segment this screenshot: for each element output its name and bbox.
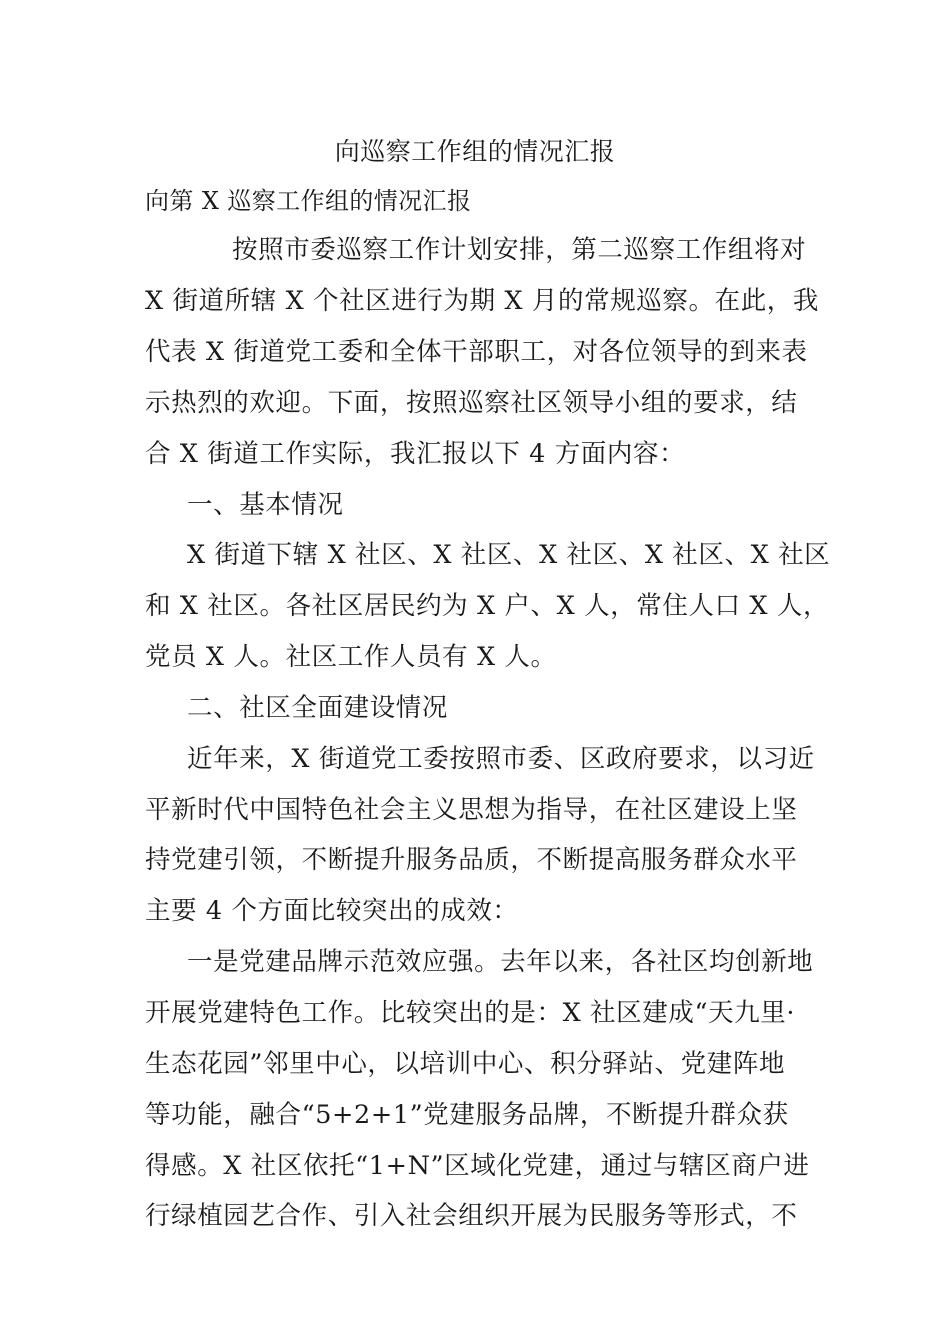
- section-heading-2: 二、社区全面建设情况: [187, 693, 449, 723]
- paragraph-line: 等功能，融合“5+2+1”党建服务品牌，不断提升群众获: [145, 1100, 789, 1130]
- paragraph-line: 和 X 社区。各社区居民约为 X 户、X 人，常住人口 X 人，: [145, 591, 830, 621]
- paragraph-line: 行绿植园艺合作、引入社会组织开展为民服务等形式，不: [145, 1201, 798, 1231]
- document-subtitle: 向第 X 巡察工作组的情况汇报: [145, 187, 472, 215]
- paragraph-line: 党员 X 人。社区工作人员有 X 人。: [145, 642, 557, 672]
- paragraph-line: 平新时代中国特色社会主义思想为指导，在社区建设上坚: [145, 795, 798, 825]
- section-heading-1: 一、基本情况: [187, 490, 344, 520]
- paragraph-line: 一是党建品牌示范效应强。去年以来，各社区均创新地: [187, 947, 814, 977]
- paragraph-line: X 街道下辖 X 社区、X 社区、X 社区、X 社区、X 社区: [187, 540, 831, 570]
- paragraph-line: 得感。X 社区依托“1+N”区域化党建，通过与辖区商户进: [145, 1151, 810, 1181]
- paragraph-line: 按照市委巡察工作计划安排，第二巡察工作组将对: [232, 235, 807, 265]
- paragraph-line: X 街道所辖 X 个社区进行为期 X 月的常规巡察。在此，我: [145, 286, 819, 316]
- paragraph-line: 主要 4 个方面比较突出的成效：: [145, 896, 519, 926]
- paragraph-line: 合 X 街道工作实际，我汇报以下 4 方面内容：: [145, 439, 686, 469]
- paragraph-line: 持党建引领，不断提升服务品质，不断提高服务群众水平: [145, 845, 798, 875]
- paragraph-line: 示热烈的欢迎。下面，按照巡察社区领导小组的要求，结: [145, 388, 798, 418]
- paragraph-line: 开展党建特色工作。比较突出的是：X 社区建成“天九里·: [145, 998, 796, 1028]
- paragraph-line: 生态花园”邻里中心，以培训中心、积分驿站、党建阵地: [145, 1049, 786, 1079]
- paragraph-line: 近年来，X 街道党工委按照市委、区政府要求，以习近: [187, 744, 815, 774]
- document-title: 向巡察工作组的情况汇报: [334, 137, 616, 166]
- paragraph-line: 代表 X 街道党工委和全体干部职工，对各位领导的到来表: [145, 337, 808, 367]
